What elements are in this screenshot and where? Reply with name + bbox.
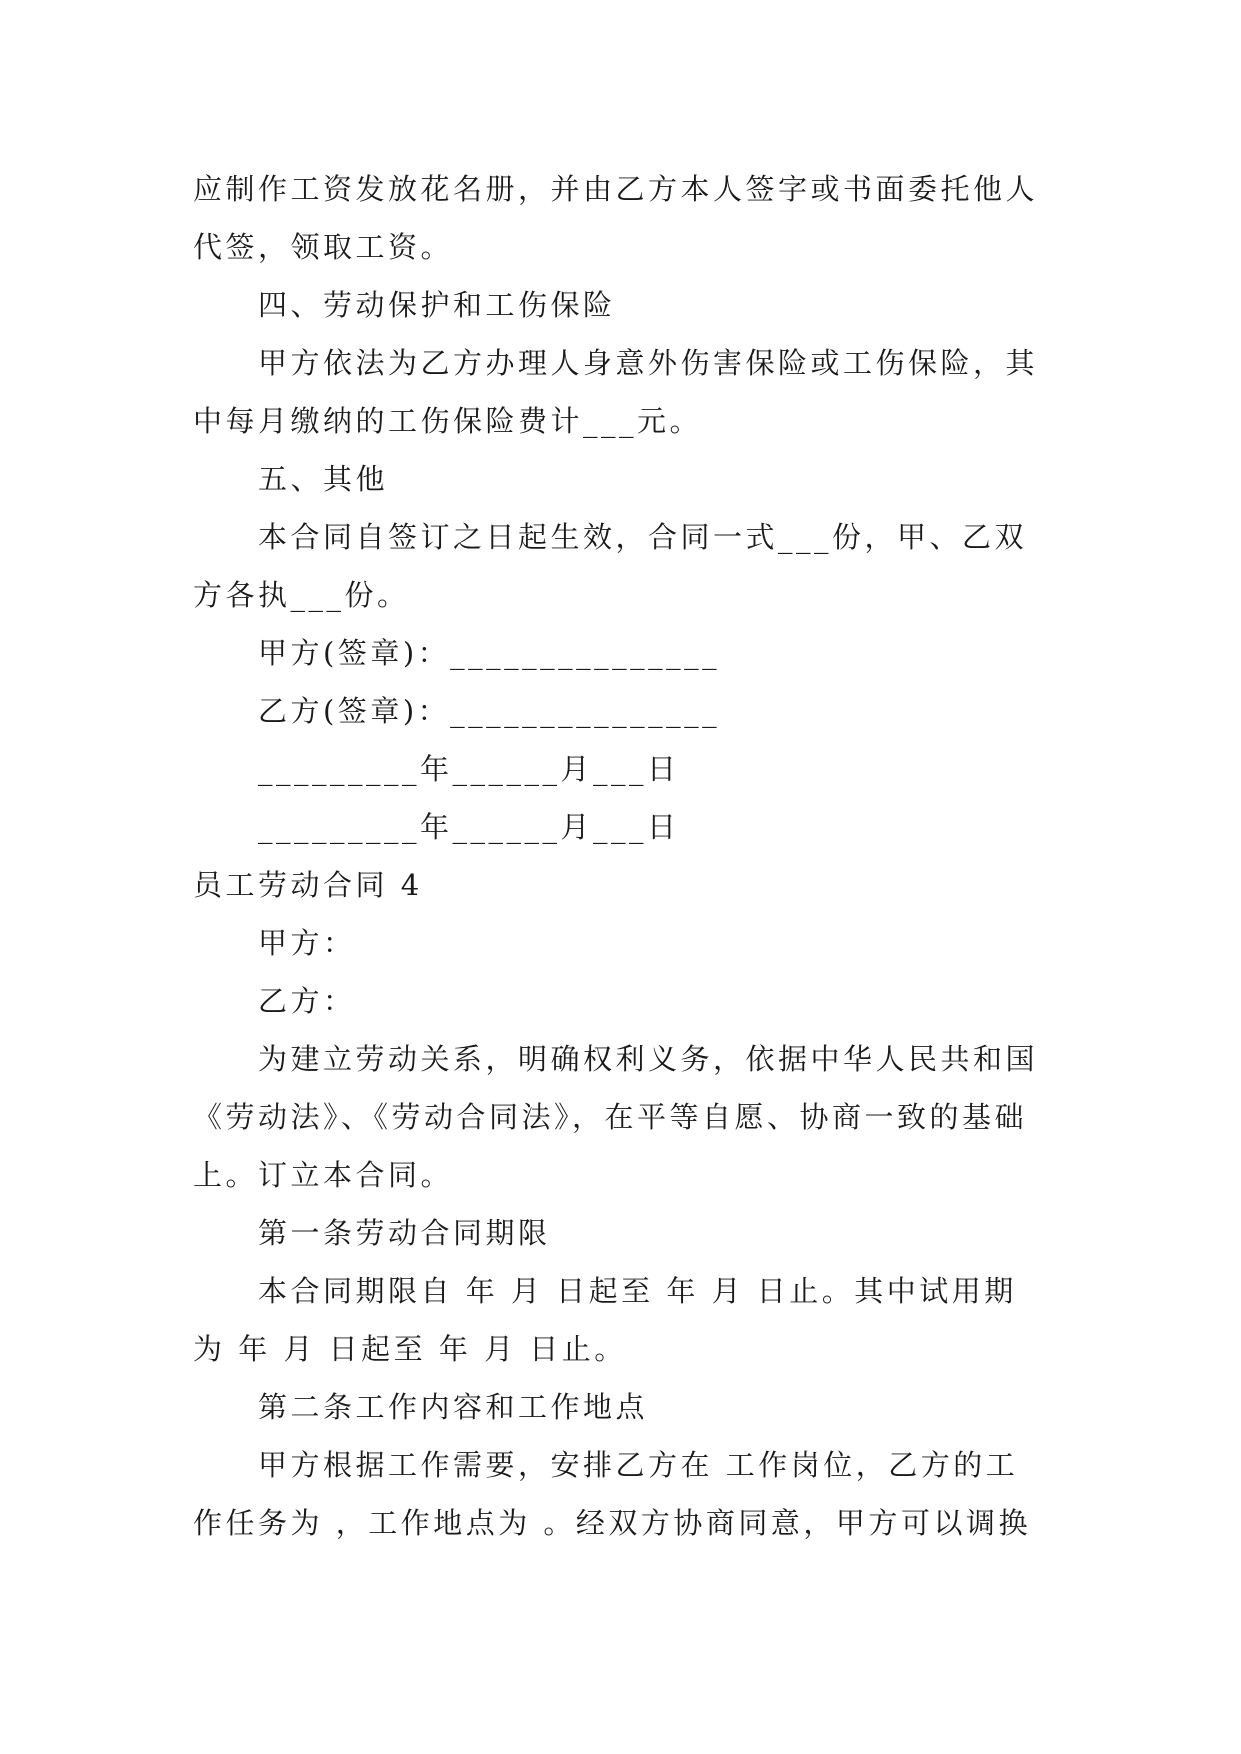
party-b-label: 乙方： (258, 984, 356, 1018)
date-line: _________年______月___日 (258, 752, 680, 786)
article-heading: 第二条工作内容和工作地点 (258, 1390, 649, 1424)
section-heading: 四、劳动保护和工伤保险 (258, 288, 616, 322)
party-a-signature-line: 甲方(签章)：_______________ (258, 636, 721, 670)
article-heading: 第一条劳动合同期限 (258, 1216, 551, 1250)
body-text-line: 作任务为 ，工作地点为 。经双方协商同意，甲方可以调换 (193, 1506, 1031, 1540)
document-title: 员工劳动合同 4 (193, 868, 423, 902)
body-text-line: 本合同期限自 年 月 日起至 年 月 日止。其中试用期 (258, 1274, 1017, 1308)
body-text-line: 《劳动法》、《劳动合同法》，在平等自愿、协商一致的基础 (193, 1100, 1028, 1134)
body-text-line: 中每月缴纳的工伤保险费计___元。 (193, 404, 703, 438)
section-heading: 五、其他 (258, 462, 389, 496)
body-text-line: 方各执___份。 (193, 578, 410, 612)
party-a-label: 甲方： (258, 926, 356, 960)
body-text-line: 上。订立本合同。 (193, 1158, 454, 1192)
body-text-line: 应制作工资发放花名册，并由乙方本人签字或书面委托他人 (193, 172, 1039, 206)
body-text-line: 本合同自签订之日起生效，合同一式___份，甲、乙双 (258, 520, 1028, 554)
body-text-line: 为建立劳动关系，明确权利义务，依据中华人民共和国 (258, 1042, 1039, 1076)
body-text-line: 甲方依法为乙方办理人身意外伤害保险或工伤保险，其 (258, 346, 1039, 380)
body-text-line: 代签，领取工资。 (193, 230, 454, 264)
body-text-line: 为 年 月 日起至 年 月 日止。 (193, 1332, 627, 1366)
party-b-signature-line: 乙方(签章)：_______________ (258, 694, 721, 728)
body-text-line: 甲方根据工作需要，安排乙方在 工作岗位，乙方的工 (258, 1448, 1019, 1482)
document-page (193, 160, 1053, 1552)
date-line: _________年______月___日 (258, 810, 680, 844)
